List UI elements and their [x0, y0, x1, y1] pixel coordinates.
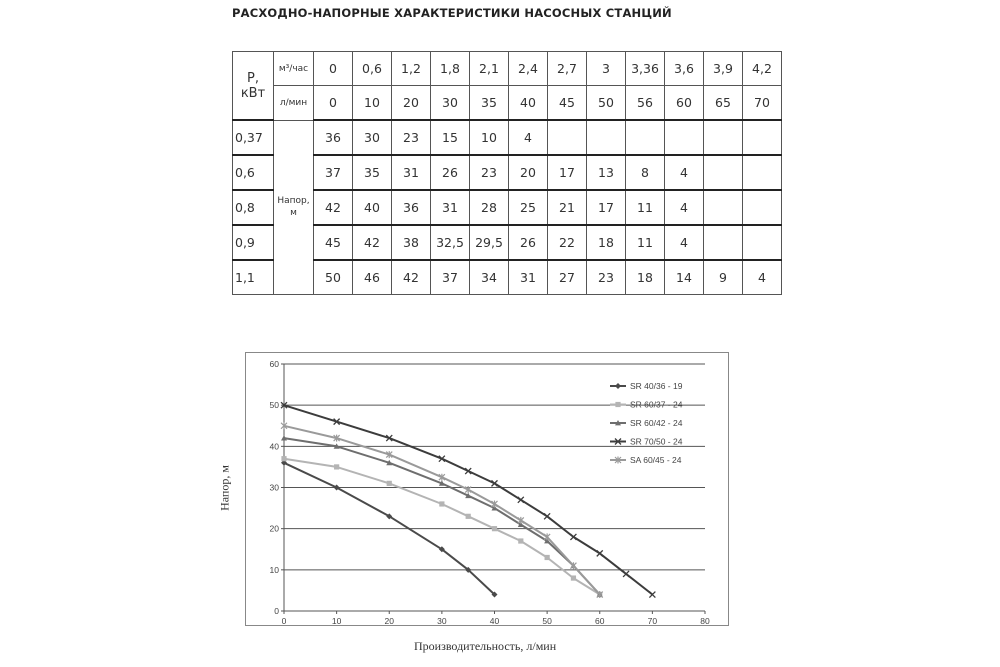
- flow-m3h-cell: 3,6: [665, 52, 704, 86]
- head-value-cell: 4: [665, 190, 704, 225]
- head-value-cell: [743, 190, 782, 225]
- head-value-cell: 17: [587, 190, 626, 225]
- y-tick-label: 60: [269, 359, 279, 369]
- data-point-sr-60-37-24: [518, 538, 523, 543]
- data-point-sr-70-50-24: [623, 571, 629, 577]
- y-tick-label: 20: [269, 523, 279, 534]
- table-row: [233, 120, 782, 155]
- flow-lmin-cell: 70: [743, 86, 782, 121]
- flow-m3h-cell: 3,36: [626, 52, 665, 86]
- unit-m3h-cell: м³/час: [274, 52, 314, 86]
- head-value-cell: [626, 120, 665, 155]
- head-value-cell: 50: [314, 260, 353, 295]
- data-point-sr-60-37-24: [334, 464, 339, 469]
- flow-lmin-cell: 10: [353, 86, 392, 121]
- power-cell: 0,37: [233, 120, 274, 155]
- flow-lmin-cell: 30: [431, 86, 470, 121]
- head-value-cell: 18: [626, 260, 665, 295]
- flow-lmin-cell: 40: [509, 86, 548, 121]
- x-axis-label: Производительность, л/мин: [414, 639, 557, 653]
- head-value-cell: 34: [470, 260, 509, 295]
- head-value-cell: 42: [392, 260, 431, 295]
- head-value-cell: 23: [470, 155, 509, 190]
- head-value-cell: [704, 120, 743, 155]
- pump-head-chart: [246, 353, 728, 625]
- flow-lmin-cell: 56: [626, 86, 665, 121]
- series-line-sr-60-42-24: [284, 438, 600, 594]
- head-value-cell: 4: [743, 260, 782, 295]
- y-tick-label: 0: [274, 606, 279, 616]
- power-cell: 0,8: [233, 190, 274, 225]
- data-point-sr-70-50-24: [518, 497, 524, 503]
- flow-m3h-cell: 2,4: [509, 52, 548, 86]
- y-tick-label: 50: [269, 400, 279, 411]
- x-tick-label: 0: [281, 616, 287, 625]
- head-value-cell: 4: [665, 225, 704, 260]
- flow-lmin-cell: 60: [665, 86, 704, 121]
- head-value-cell: 45: [314, 225, 353, 260]
- data-point-sa-60-45-24: [570, 562, 576, 569]
- head-value-cell: 42: [353, 225, 392, 260]
- legend-label-sr-60-37-24: SR 60/37 - 24: [630, 399, 683, 410]
- head-value-cell: 21: [548, 190, 587, 225]
- power-cell: 1,1: [233, 260, 274, 295]
- head-value-cell: 38: [392, 225, 431, 260]
- data-point-sr-70-50-24: [570, 534, 576, 540]
- series-line-sr-70-50-24: [284, 405, 652, 594]
- head-value-cell: [704, 155, 743, 190]
- flow-m3h-cell: 4,2: [743, 52, 782, 86]
- data-point-sr-70-50-24: [544, 513, 550, 519]
- x-tick-label: 70: [647, 616, 658, 625]
- data-point-sr-70-50-24: [649, 592, 655, 598]
- head-value-cell: [704, 225, 743, 260]
- flow-m3h-cell: 3,9: [704, 52, 743, 86]
- head-value-cell: 8: [626, 155, 665, 190]
- head-value-cell: 36: [392, 190, 431, 225]
- table-row: [233, 225, 782, 260]
- legend-label-sa-60-45-24: SA 60/45 - 24: [630, 455, 682, 465]
- head-value-cell: 28: [470, 190, 509, 225]
- head-value-cell: [665, 120, 704, 155]
- x-tick-label: 10: [331, 616, 342, 625]
- unit-lmin-cell: л/мин: [274, 86, 314, 121]
- flow-lmin-cell: 0: [314, 86, 353, 121]
- power-header-kw: кВт: [240, 85, 266, 101]
- head-value-cell: 30: [353, 120, 392, 155]
- head-value-cell: 35: [353, 155, 392, 190]
- data-point-sr-60-37-24: [545, 555, 550, 560]
- flow-lmin-cell: 65: [704, 86, 743, 121]
- head-value-cell: 37: [431, 260, 470, 295]
- head-value-cell: 22: [548, 225, 587, 260]
- flow-lmin-cell: 50: [587, 86, 626, 121]
- series-line-sa-60-45-24: [284, 426, 600, 595]
- x-tick-label: 40: [489, 616, 500, 625]
- head-value-cell: 26: [431, 155, 470, 190]
- power-cell: 0,6: [233, 155, 274, 190]
- flow-m3h-cell: 1,8: [431, 52, 470, 86]
- power-header-p: P,: [247, 70, 259, 86]
- chart-frame: [245, 352, 729, 626]
- y-axis-label: Напор, м: [217, 465, 232, 511]
- head-value-cell: 32,5: [431, 225, 470, 260]
- data-point-sr-60-37-24: [439, 501, 444, 506]
- head-label-cell: [274, 120, 314, 295]
- x-tick-label: 50: [542, 616, 552, 625]
- flow-m3h-cell: 1,2: [392, 52, 431, 86]
- head-value-cell: 36: [314, 120, 353, 155]
- head-value-cell: 15: [431, 120, 470, 155]
- head-value-cell: [743, 225, 782, 260]
- legend-label-sr-70-50-24: SR 70/50 - 24: [630, 436, 683, 447]
- head-value-cell: 14: [665, 260, 704, 295]
- head-value-cell: 37: [314, 155, 353, 190]
- head-value-cell: 4: [509, 120, 548, 155]
- flow-lmin-cell: 20: [392, 86, 431, 121]
- head-value-cell: 40: [353, 190, 392, 225]
- flow-lmin-cell: 45: [548, 86, 587, 121]
- table-header-row-m3h: [233, 52, 782, 86]
- flow-m3h-cell: 2,1: [470, 52, 509, 86]
- table-row: [233, 190, 782, 225]
- flow-lmin-cell: 35: [470, 86, 509, 121]
- head-value-cell: 23: [392, 120, 431, 155]
- data-point-sr-60-37-24: [466, 514, 471, 519]
- head-value-cell: 46: [353, 260, 392, 295]
- table-row: [233, 260, 782, 295]
- head-value-cell: 42: [314, 190, 353, 225]
- flow-m3h-cell: 0,6: [353, 52, 392, 86]
- head-value-cell: 11: [626, 190, 665, 225]
- head-value-cell: 29,5: [470, 225, 509, 260]
- head-value-cell: 17: [548, 155, 587, 190]
- head-value-cell: 4: [665, 155, 704, 190]
- head-value-cell: [587, 120, 626, 155]
- power-header-cell: [233, 52, 274, 121]
- legend-marker-sr-60-37-24: [615, 402, 620, 407]
- head-value-cell: [743, 155, 782, 190]
- y-tick-label: 30: [269, 482, 279, 493]
- y-tick-label: 10: [269, 564, 279, 575]
- data-point-sr-60-37-24: [281, 456, 286, 461]
- legend-marker-sr-40-36-19: [615, 383, 621, 389]
- performance-table: [232, 51, 782, 295]
- head-value-cell: 11: [626, 225, 665, 260]
- flow-m3h-cell: 2,7: [548, 52, 587, 86]
- x-tick-label: 20: [384, 616, 394, 625]
- head-value-cell: 18: [587, 225, 626, 260]
- data-point-sr-60-37-24: [492, 526, 497, 531]
- y-tick-label: 40: [269, 441, 279, 452]
- head-value-cell: 26: [509, 225, 548, 260]
- x-tick-label: 80: [700, 616, 710, 625]
- head-value-cell: 25: [509, 190, 548, 225]
- head-value-cell: 31: [392, 155, 431, 190]
- page-title: РАСХОДНО-НАПОРНЫЕ ХАРАКТЕРИСТИКИ НАСОСНЫХ СТАНЦИЙ: [232, 6, 672, 20]
- data-point-sr-60-37-24: [571, 575, 576, 580]
- x-tick-label: 30: [437, 616, 447, 625]
- head-value-cell: 31: [509, 260, 548, 295]
- head-value-cell: 13: [587, 155, 626, 190]
- head-value-cell: 31: [431, 190, 470, 225]
- head-label-line1: Напор,: [277, 196, 310, 207]
- head-value-cell: 9: [704, 260, 743, 295]
- legend-label-sr-60-42-24: SR 60/42 - 24: [630, 418, 683, 428]
- flow-m3h-cell: 3: [587, 52, 626, 86]
- data-point-sr-70-50-24: [597, 550, 603, 556]
- head-value-cell: 20: [509, 155, 548, 190]
- power-cell: 0,9: [233, 225, 274, 260]
- data-point-sa-60-45-24: [544, 533, 550, 540]
- head-value-cell: [704, 190, 743, 225]
- legend-label-sr-40-36-19: SR 40/36 - 19: [630, 381, 683, 391]
- table-header-row-lmin: [233, 86, 782, 121]
- x-tick-label: 60: [595, 616, 605, 625]
- head-value-cell: 10: [470, 120, 509, 155]
- data-point-sr-60-37-24: [387, 481, 392, 486]
- head-value-cell: [743, 120, 782, 155]
- table-body: [233, 52, 782, 295]
- head-value-cell: [548, 120, 587, 155]
- head-value-cell: 27: [548, 260, 587, 295]
- head-value-cell: 23: [587, 260, 626, 295]
- flow-m3h-cell: 0: [314, 52, 353, 86]
- table-row: [233, 155, 782, 190]
- data-point-sa-60-45-24: [518, 517, 524, 524]
- head-label-line2: м: [290, 208, 297, 219]
